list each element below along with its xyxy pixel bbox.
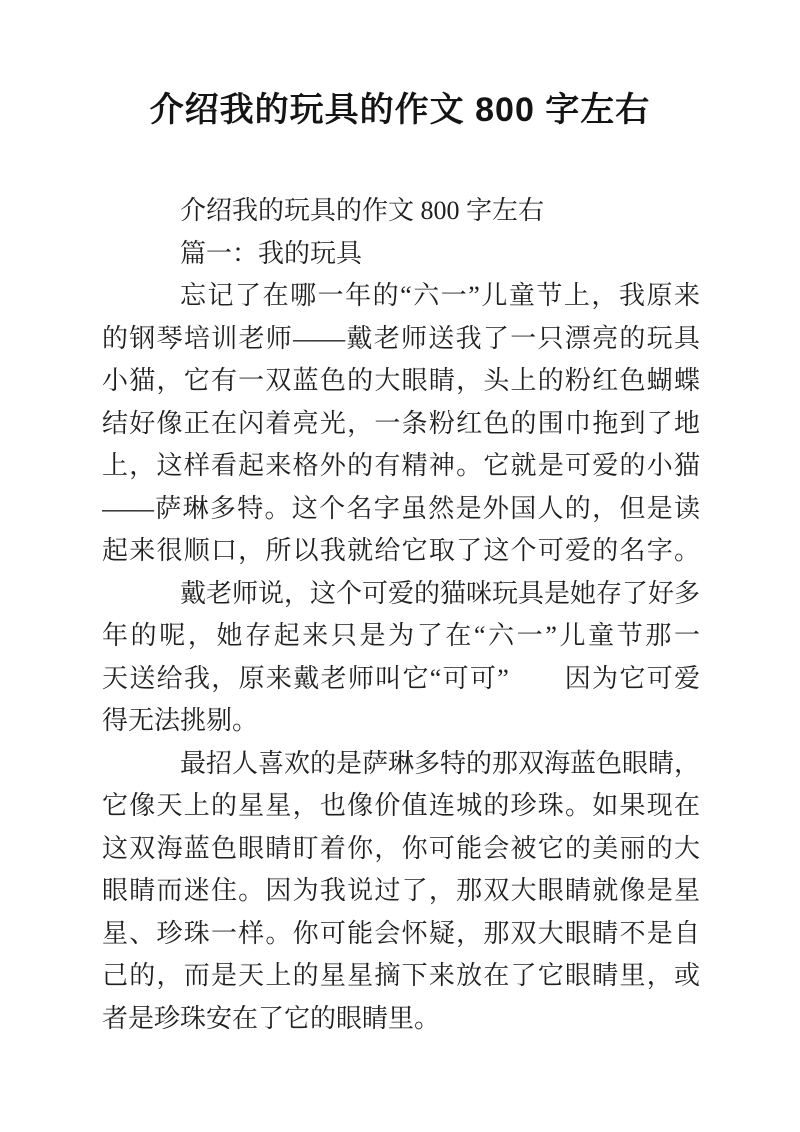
text-line-18: 星、珍珠一样。你可能会怀疑，那双大眼睛不是自 bbox=[102, 918, 700, 948]
text-line-11: 年的呢，她存起来只是为了在“六一”儿童节那一 bbox=[102, 621, 700, 650]
document-body bbox=[102, 190, 700, 1040]
text-line-2: 篇一：我的玩具 bbox=[180, 238, 363, 268]
text-line-5: 小猫，它有一双蓝色的大眼睛，头上的粉红色蝴蝶 bbox=[102, 366, 700, 395]
text-line-13: 得无法挑剔。 bbox=[102, 706, 259, 735]
text-line-10: 戴老师说，这个可爱的猫咪玩具是她存了好多 bbox=[180, 578, 700, 608]
text-line-3: 忘记了在哪一年的“六一”儿童节上，我原来 bbox=[180, 281, 700, 310]
text-line-9: 起来很顺口，所以我就给它取了这个可爱的名字。 bbox=[102, 536, 700, 565]
text-line-14: 最招人喜欢的是萨琳多特的那双海蓝色眼睛， bbox=[180, 748, 700, 778]
text-line-4: 的钢琴培训老师——戴老师送我了一只漂亮的玩具 bbox=[102, 323, 700, 353]
text-line-1: 介绍我的玩具的作文 800 字左右 bbox=[180, 196, 545, 225]
text-line-19: 己的，而是天上的星星摘下来放在了它眼睛里，或 bbox=[102, 961, 700, 990]
text-line-7: 上，这样看起来格外的有精神。它就是可爱的小猫 bbox=[102, 451, 700, 480]
text-line-16: 这双海蓝色眼睛盯着你，你可能会被它的美丽的大 bbox=[102, 833, 700, 863]
text-line-15: 它像天上的星星，也像价值连城的珍珠。如果现在 bbox=[102, 791, 700, 820]
text-line-20: 者是珍珠安在了它的眼睛里。 bbox=[102, 1003, 441, 1033]
text-line-17: 眼睛而迷住。因为我说过了，那双大眼睛就像是星 bbox=[102, 876, 700, 905]
text-line-6: 结好像正在闪着亮光，一条粉红色的围巾拖到了地 bbox=[102, 408, 700, 438]
text-line-12: 天送给我，原来戴老师叫它“可可” 因为它可爱 bbox=[102, 663, 700, 693]
document-title: 介绍我的玩具的作文 800 字左右 bbox=[149, 91, 651, 129]
text-line-8: ——萨琳多特。这个名字虽然是外国人的，但是读 bbox=[102, 493, 700, 523]
